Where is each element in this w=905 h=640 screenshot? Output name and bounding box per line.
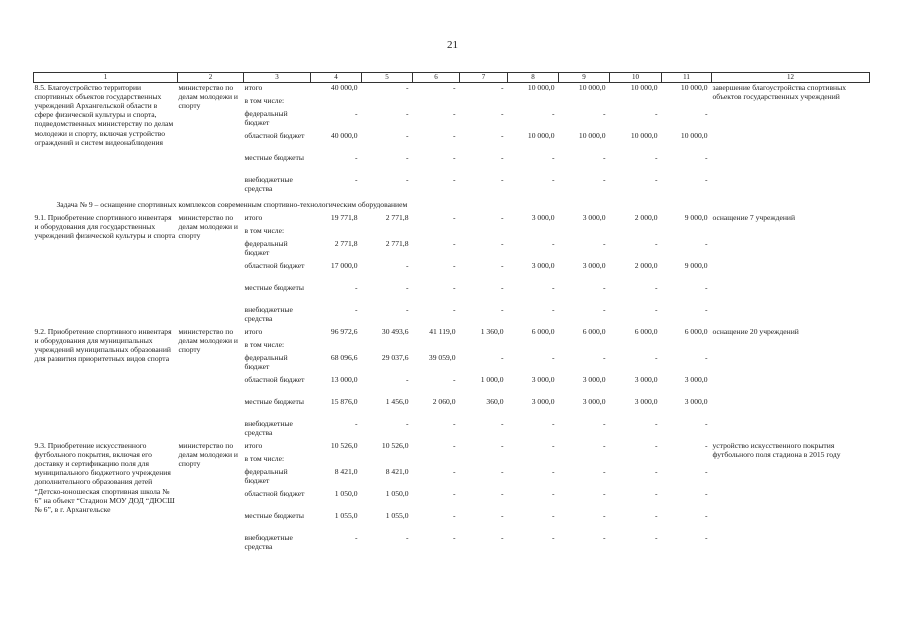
- amount-cell: -: [405, 153, 409, 162]
- amount-cell: -: [500, 109, 504, 118]
- amount-cell: -: [654, 109, 658, 118]
- column-header: 9: [559, 73, 610, 83]
- column-header: 7: [460, 73, 508, 83]
- amount-cell: -: [452, 175, 456, 184]
- amount-cell: -: [452, 467, 456, 476]
- amount-cell: -: [602, 239, 606, 248]
- column-header: 11: [662, 73, 712, 83]
- amount-cell: 2 771,8: [385, 239, 409, 248]
- amount-cell: [311, 454, 362, 467]
- funding-source: внебюджетные средства: [244, 305, 293, 324]
- funding-source: внебюджетные средства: [244, 419, 293, 438]
- amount-cell: -: [500, 153, 504, 162]
- column-header: 6: [413, 73, 460, 83]
- amount-cell: -: [704, 305, 708, 314]
- amount-cell: -: [551, 489, 555, 498]
- amount-cell: [662, 454, 712, 467]
- amount-cell: -: [452, 375, 456, 384]
- amount-cell: -: [704, 489, 708, 498]
- amount-cell: 10 000,0: [578, 131, 606, 140]
- amount-cell: [413, 454, 460, 467]
- amount-cell: -: [602, 283, 606, 292]
- amount-cell: [362, 96, 413, 109]
- amount-cell: 1 055,0: [334, 511, 358, 520]
- amount-cell: 8 421,0: [334, 467, 358, 476]
- column-header: 5: [362, 73, 413, 83]
- amount-cell: 1 360,0: [480, 327, 504, 336]
- amount-cell: 2 771,8: [385, 213, 409, 222]
- amount-cell: 2 000,0: [634, 261, 658, 270]
- amount-cell: -: [452, 511, 456, 520]
- amount-cell: [610, 226, 662, 239]
- amount-cell: -: [354, 533, 358, 542]
- table-row: [34, 441, 870, 454]
- measure-name: 8.5. Благоустройство территории спортивных объектов государственных учреждений Архангельской области в сфере физической культуры и спорта, подведомственных министерству по делам молодежи и спорту, включая устройство ограждений и систем видеонаблюдения: [34, 83, 174, 147]
- amount-cell: -: [654, 441, 658, 450]
- amount-cell: -: [704, 283, 708, 292]
- amount-cell: 2 060,0: [432, 397, 456, 406]
- amount-cell: -: [405, 83, 409, 92]
- amount-cell: -: [452, 83, 456, 92]
- amount-cell: 3 000,0: [582, 261, 606, 270]
- amount-cell: 15 876,0: [330, 397, 358, 406]
- amount-cell: 9 000,0: [684, 213, 708, 222]
- executor: министерство по делам молодежи и спорту: [178, 213, 238, 241]
- amount-cell: -: [704, 109, 708, 118]
- amount-cell: -: [500, 511, 504, 520]
- executor: министерство по делам молодежи и спорту: [178, 441, 238, 469]
- funding-source: местные бюджеты: [244, 397, 304, 406]
- amount-cell: -: [500, 175, 504, 184]
- amount-cell: [508, 454, 559, 467]
- amount-cell: -: [452, 489, 456, 498]
- amount-cell: 8 421,0: [385, 467, 409, 476]
- column-header-row: [34, 73, 870, 83]
- amount-cell: -: [602, 441, 606, 450]
- amount-cell: 3 000,0: [634, 397, 658, 406]
- funding-source: федеральный бюджет: [244, 109, 288, 128]
- amount-cell: 17 000,0: [330, 261, 358, 270]
- amount-cell: -: [500, 131, 504, 140]
- amount-cell: 2 771,8: [334, 239, 358, 248]
- amount-cell: -: [452, 305, 456, 314]
- measure-name: 9.3. Приобретение искусственного футбольного покрытия, включая его доставку и сертификацию поля для муниципального бюджетного учреждения дополнительного образования детей “Детско-юношеская спортивная школа № 6” на объект “Стадион МОУ ДОД “ДЮСШ № 6”, в г. Архангельске: [34, 441, 175, 514]
- amount-cell: 360,0: [486, 397, 504, 406]
- amount-cell: -: [602, 153, 606, 162]
- amount-cell: -: [551, 511, 555, 520]
- column-header: 8: [508, 73, 559, 83]
- amount-cell: 3 000,0: [531, 375, 555, 384]
- amount-cell: -: [500, 283, 504, 292]
- amount-cell: [460, 340, 508, 353]
- amount-cell: -: [452, 239, 456, 248]
- program-table: [33, 72, 870, 555]
- funding-source: итого: [244, 83, 263, 92]
- amount-cell: -: [602, 305, 606, 314]
- amount-cell: 10 526,0: [381, 441, 409, 450]
- amount-cell: 6 000,0: [531, 327, 555, 336]
- amount-cell: -: [452, 419, 456, 428]
- amount-cell: -: [704, 419, 708, 428]
- amount-cell: -: [452, 441, 456, 450]
- page-number: 21: [447, 39, 458, 51]
- amount-cell: 10 526,0: [330, 441, 358, 450]
- amount-cell: [460, 96, 508, 109]
- amount-cell: -: [551, 467, 555, 476]
- table-row: [34, 83, 870, 97]
- amount-cell: 1 000,0: [480, 375, 504, 384]
- amount-cell: -: [452, 261, 456, 270]
- amount-cell: -: [654, 175, 658, 184]
- amount-cell: 3 000,0: [684, 397, 708, 406]
- amount-cell: -: [354, 305, 358, 314]
- amount-cell: -: [354, 283, 358, 292]
- amount-cell: [610, 454, 662, 467]
- column-header: 4: [311, 73, 362, 83]
- amount-cell: -: [500, 489, 504, 498]
- amount-cell: [460, 226, 508, 239]
- task-heading: Задача № 9 – оснащение спортивных комплексов современным спортивно-технологическим оборудованием: [56, 200, 408, 209]
- amount-cell: -: [551, 109, 555, 118]
- amount-cell: -: [354, 419, 358, 428]
- funding-source: местные бюджеты: [244, 153, 304, 162]
- funding-source: итого: [244, 213, 263, 222]
- amount-cell: 1 055,0: [385, 511, 409, 520]
- amount-cell: -: [500, 467, 504, 476]
- amount-cell: 6 000,0: [684, 327, 708, 336]
- amount-cell: 2 000,0: [634, 213, 658, 222]
- amount-cell: -: [354, 175, 358, 184]
- amount-cell: -: [405, 175, 409, 184]
- amount-cell: [559, 226, 610, 239]
- amount-cell: -: [500, 533, 504, 542]
- amount-cell: -: [654, 353, 658, 362]
- amount-cell: -: [602, 175, 606, 184]
- amount-cell: 10 000,0: [630, 131, 658, 140]
- expected-result: устройство искусственного покрытия футбольного поля стадиона в 2015 году: [712, 441, 841, 460]
- amount-cell: -: [602, 353, 606, 362]
- amount-cell: -: [551, 305, 555, 314]
- amount-cell: -: [500, 239, 504, 248]
- column-header: 3: [244, 73, 311, 83]
- amount-cell: 3 000,0: [634, 375, 658, 384]
- amount-cell: -: [452, 283, 456, 292]
- amount-cell: -: [704, 175, 708, 184]
- amount-cell: -: [704, 153, 708, 162]
- amount-cell: [311, 96, 362, 109]
- amount-cell: 29 037,6: [381, 353, 409, 362]
- amount-cell: 3 000,0: [531, 397, 555, 406]
- amount-cell: -: [500, 305, 504, 314]
- amount-cell: -: [654, 419, 658, 428]
- amount-cell: -: [405, 375, 409, 384]
- amount-cell: [610, 340, 662, 353]
- amount-cell: 1 456,0: [385, 397, 409, 406]
- funding-source: федеральный бюджет: [244, 353, 288, 372]
- measure-name: 9.2. Приобретение спортивного инвентаря и оборудования для муниципальных учреждений муниципальных образований для развития приоритетных видов спорта: [34, 327, 172, 364]
- amount-cell: 13 000,0: [330, 375, 358, 384]
- amount-cell: 3 000,0: [531, 261, 555, 270]
- amount-cell: 30 493,6: [381, 327, 409, 336]
- amount-cell: [362, 340, 413, 353]
- funding-source: в том числе:: [244, 226, 285, 235]
- amount-cell: [311, 226, 362, 239]
- amount-cell: 3 000,0: [582, 213, 606, 222]
- amount-cell: [559, 96, 610, 109]
- table-row: [34, 327, 870, 340]
- amount-cell: -: [452, 109, 456, 118]
- amount-cell: -: [405, 261, 409, 270]
- amount-cell: -: [704, 441, 708, 450]
- amount-cell: -: [500, 261, 504, 270]
- amount-cell: -: [602, 511, 606, 520]
- amount-cell: -: [602, 489, 606, 498]
- column-header: 12: [712, 73, 870, 83]
- amount-cell: [460, 454, 508, 467]
- funding-source: областной бюджет: [244, 261, 305, 270]
- amount-cell: -: [354, 153, 358, 162]
- amount-cell: [311, 340, 362, 353]
- amount-cell: -: [602, 109, 606, 118]
- amount-cell: -: [654, 511, 658, 520]
- amount-cell: -: [551, 175, 555, 184]
- amount-cell: -: [551, 283, 555, 292]
- amount-cell: -: [500, 83, 504, 92]
- funding-source: внебюджетные средства: [244, 175, 293, 194]
- funding-source: местные бюджеты: [244, 511, 304, 520]
- amount-cell: -: [602, 467, 606, 476]
- measure-name: 9.1. Приобретение спортивного инвентаря и оборудования для государственных учреждений физической культуры и спорта: [34, 213, 176, 241]
- amount-cell: -: [452, 533, 456, 542]
- amount-cell: 39 059,0: [428, 353, 456, 362]
- amount-cell: -: [704, 533, 708, 542]
- funding-source: областной бюджет: [244, 489, 305, 498]
- funding-source: итого: [244, 441, 263, 450]
- amount-cell: -: [654, 533, 658, 542]
- amount-cell: 40 000,0: [330, 83, 358, 92]
- amount-cell: [508, 96, 559, 109]
- funding-source: в том числе:: [244, 96, 285, 105]
- amount-cell: [610, 96, 662, 109]
- amount-cell: [362, 454, 413, 467]
- amount-cell: -: [500, 353, 504, 362]
- amount-cell: 1 050,0: [334, 489, 358, 498]
- amount-cell: [508, 226, 559, 239]
- amount-cell: -: [405, 109, 409, 118]
- amount-cell: -: [654, 489, 658, 498]
- amount-cell: [413, 340, 460, 353]
- amount-cell: -: [551, 533, 555, 542]
- amount-cell: 10 000,0: [680, 131, 708, 140]
- amount-cell: -: [602, 419, 606, 428]
- amount-cell: -: [405, 419, 409, 428]
- amount-cell: -: [452, 213, 456, 222]
- funding-source: внебюджетные средства: [244, 533, 293, 552]
- expected-result: завершение благоустройства спортивных объектов государственных учреждений: [712, 83, 846, 102]
- expected-result: оснащение 7 учреждений: [712, 213, 796, 222]
- task-row: [34, 197, 870, 213]
- amount-cell: 10 000,0: [578, 83, 606, 92]
- amount-cell: 10 000,0: [630, 83, 658, 92]
- table-row: [34, 213, 870, 226]
- amount-cell: 10 000,0: [527, 83, 555, 92]
- amount-cell: 68 096,6: [330, 353, 358, 362]
- executor: министерство по делам молодежи и спорту: [178, 83, 238, 111]
- amount-cell: [508, 340, 559, 353]
- amount-cell: -: [405, 283, 409, 292]
- amount-cell: 3 000,0: [684, 375, 708, 384]
- amount-cell: 3 000,0: [531, 213, 555, 222]
- amount-cell: -: [500, 441, 504, 450]
- amount-cell: -: [602, 533, 606, 542]
- amount-cell: -: [654, 305, 658, 314]
- amount-cell: -: [500, 213, 504, 222]
- amount-cell: 10 000,0: [527, 131, 555, 140]
- amount-cell: -: [654, 239, 658, 248]
- funding-source: федеральный бюджет: [244, 239, 288, 258]
- amount-cell: -: [551, 419, 555, 428]
- amount-cell: -: [551, 441, 555, 450]
- funding-source: местные бюджеты: [244, 283, 304, 292]
- amount-cell: -: [704, 467, 708, 476]
- amount-cell: 1 050,0: [385, 489, 409, 498]
- amount-cell: 96 972,6: [330, 327, 358, 336]
- column-header: 1: [34, 73, 178, 83]
- amount-cell: -: [654, 153, 658, 162]
- amount-cell: 6 000,0: [582, 327, 606, 336]
- amount-cell: -: [452, 131, 456, 140]
- amount-cell: 3 000,0: [582, 397, 606, 406]
- amount-cell: 41 119,0: [429, 327, 456, 336]
- expected-result: оснащение 20 учреждений: [712, 327, 799, 336]
- amount-cell: [413, 226, 460, 239]
- funding-source: в том числе:: [244, 340, 285, 349]
- amount-cell: -: [500, 419, 504, 428]
- funding-source: областной бюджет: [244, 375, 305, 384]
- column-header: 2: [178, 73, 244, 83]
- funding-source: федеральный бюджет: [244, 467, 288, 486]
- amount-cell: -: [551, 153, 555, 162]
- amount-cell: -: [551, 353, 555, 362]
- amount-cell: -: [354, 109, 358, 118]
- amount-cell: [662, 226, 712, 239]
- amount-cell: -: [405, 533, 409, 542]
- amount-cell: -: [704, 511, 708, 520]
- amount-cell: -: [704, 239, 708, 248]
- amount-cell: -: [654, 283, 658, 292]
- amount-cell: 9 000,0: [684, 261, 708, 270]
- amount-cell: -: [654, 467, 658, 476]
- amount-cell: 10 000,0: [680, 83, 708, 92]
- amount-cell: -: [704, 353, 708, 362]
- amount-cell: [559, 340, 610, 353]
- amount-cell: [559, 454, 610, 467]
- amount-cell: [662, 96, 712, 109]
- column-header: 10: [610, 73, 662, 83]
- amount-cell: [413, 96, 460, 109]
- amount-cell: 40 000,0: [330, 131, 358, 140]
- amount-cell: -: [452, 153, 456, 162]
- amount-cell: [662, 340, 712, 353]
- executor: министерство по делам молодежи и спорту: [178, 327, 238, 355]
- amount-cell: -: [405, 131, 409, 140]
- funding-source: областной бюджет: [244, 131, 305, 140]
- amount-cell: 19 771,8: [330, 213, 358, 222]
- amount-cell: [362, 226, 413, 239]
- amount-cell: -: [405, 305, 409, 314]
- amount-cell: 6 000,0: [634, 327, 658, 336]
- funding-source: итого: [244, 327, 263, 336]
- amount-cell: 3 000,0: [582, 375, 606, 384]
- funding-source: в том числе:: [244, 454, 285, 463]
- amount-cell: -: [551, 239, 555, 248]
